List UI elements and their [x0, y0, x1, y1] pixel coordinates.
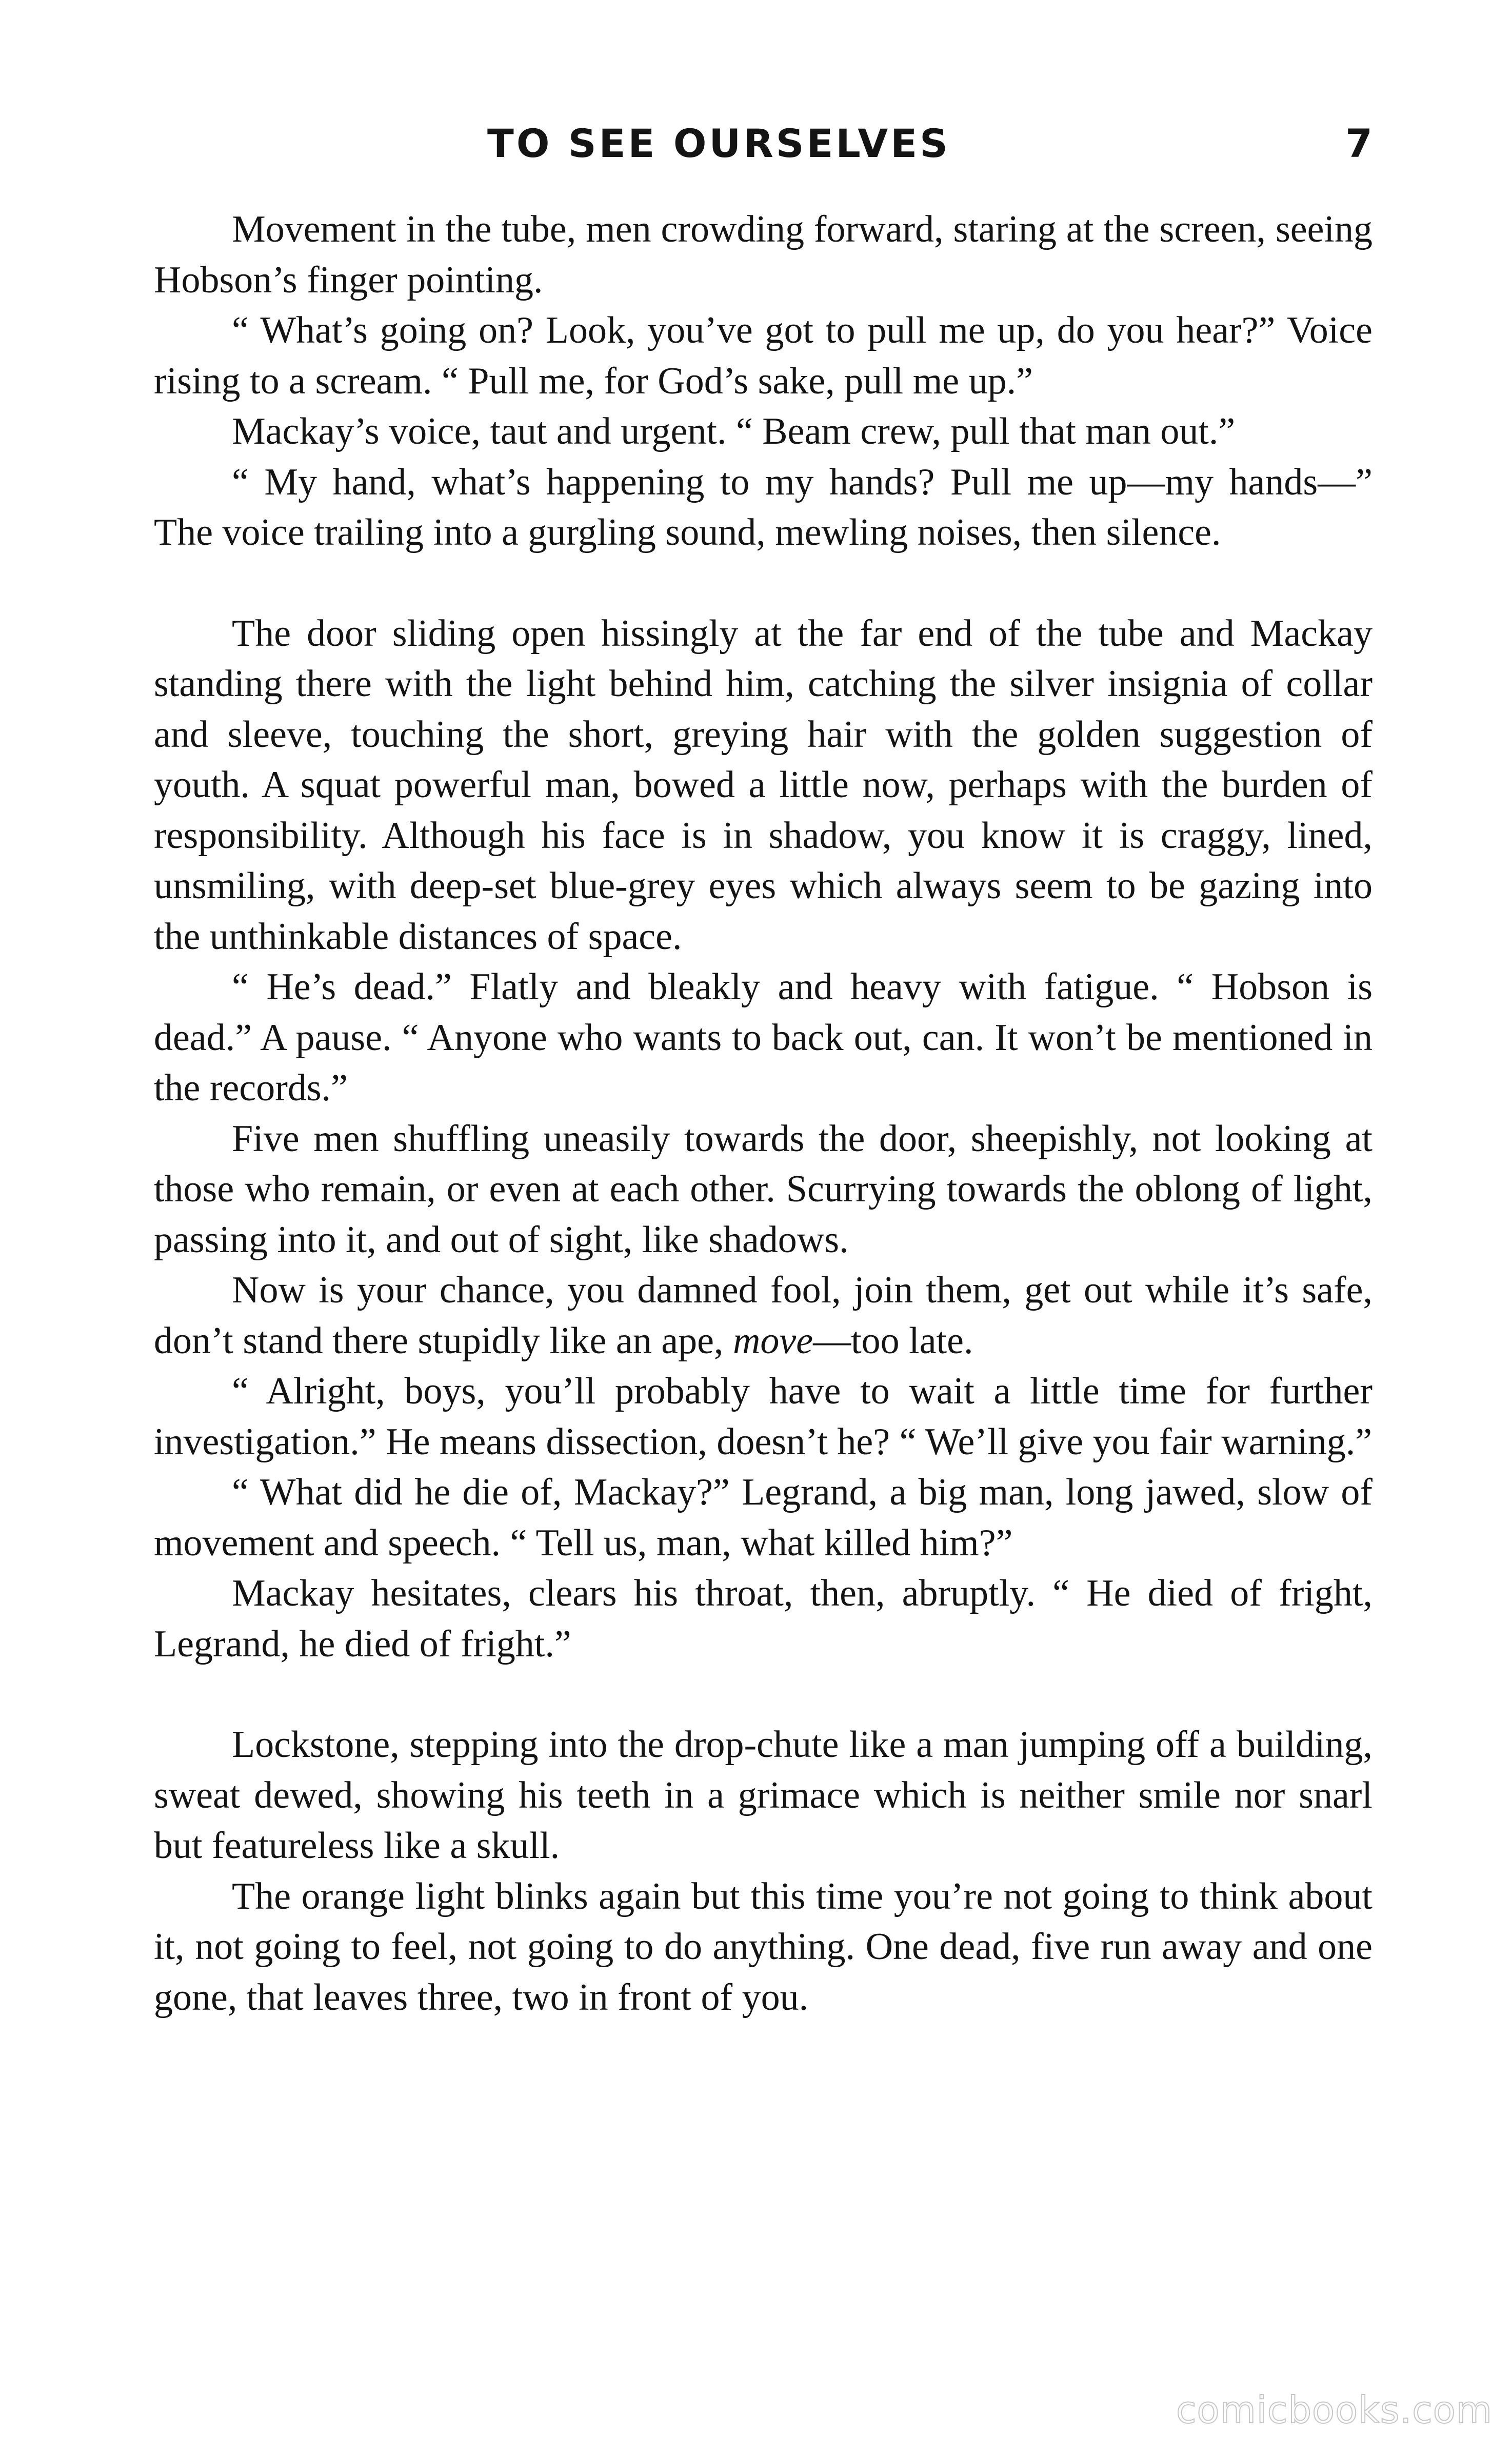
paragraph: “ My hand, what’s happening to my hands? Pull me up—my hands—” The voice trailing into a gurgling sound, mewling noises, then silence.	[154, 461, 1372, 553]
paragraph-text: —too late.	[813, 1319, 973, 1362]
paragraph: The orange light blinks again but this time you’re not going to think about it, not going to feel, not going to do anything. One dead, five run away and one gone, that leaves three, two in front of you.	[154, 1875, 1372, 2019]
running-header	[154, 115, 1372, 172]
paragraph: The door sliding open hissingly at the far end of the tube and Mackay standing there with the light behind him, catching the silver insignia of collar and sleeve, touching the short, greying hair with the golden suggestion of youth. A squat powerful man, bowed a little now, perhaps with the burden of responsibility. Although his face is in shadow, you know it is craggy, lined, unsmiling, with deep-set blue-grey eyes which always seem to be gazing into the unthinkable distances of space.	[154, 612, 1372, 958]
text-body	[154, 204, 1372, 2023]
watermark: comicbooks.com	[1176, 2388, 1493, 2431]
paragraph: “ Alright, boys, you’ll probably have to wait a little time for further investigation.” He means dissection, doesn’t he? “ We’ll give you fair warning.”	[154, 1370, 1372, 1463]
page-number: 7	[1345, 121, 1372, 166]
paragraph: Movement in the tube, men crowding forward, staring at the screen, seeing Hobson’s finger pointing.	[154, 208, 1372, 301]
paragraph: “ What’s going on? Look, you’ve got to pull me up, do you hear?” Voice rising to a scream. “ Pull me, for God’s sake, pull me up.”	[154, 309, 1372, 402]
running-title: TO SEE OURSELVES	[487, 121, 950, 166]
emphasis-text: move	[732, 1319, 813, 1362]
paragraph: Lockstone, stepping into the drop-chute like a man jumping off a building, sweat dewed, showing his teeth in a grimace which is neither smile nor snarl but featureless like a skull.	[154, 1724, 1372, 1867]
paragraph: Five men shuffling uneasily towards the door, sheepishly, not looking at those who remain, or even at each other. Scurrying towards the oblong of light, passing into it, and out of sight, like shadows.	[154, 1117, 1372, 1261]
paragraph: Mackay hesitates, clears his throat, then, abruptly. “ He died of fright, Legrand, he died of fright.”	[154, 1572, 1372, 1665]
paragraph-text: Now is your chance, you damned fool, join them, get out while it’s safe, don’t stand there stupidly like an ape,	[154, 1269, 1372, 1362]
paragraph: “ He’s dead.” Flatly and bleakly and heavy with fatigue. “ Hobson is dead.” A pause. “ Anyone who wants to back out, can. It won’t be mentioned in the records.”	[154, 966, 1372, 1109]
paragraph	[154, 1265, 1372, 1366]
paragraph: Mackay’s voice, taut and urgent. “ Beam crew, pull that man out.”	[232, 410, 1236, 452]
paragraph: “ What did he die of, Mackay?” Legrand, a big man, long jawed, slow of movement and speech. “ Tell us, man, what killed him?”	[154, 1471, 1372, 1564]
